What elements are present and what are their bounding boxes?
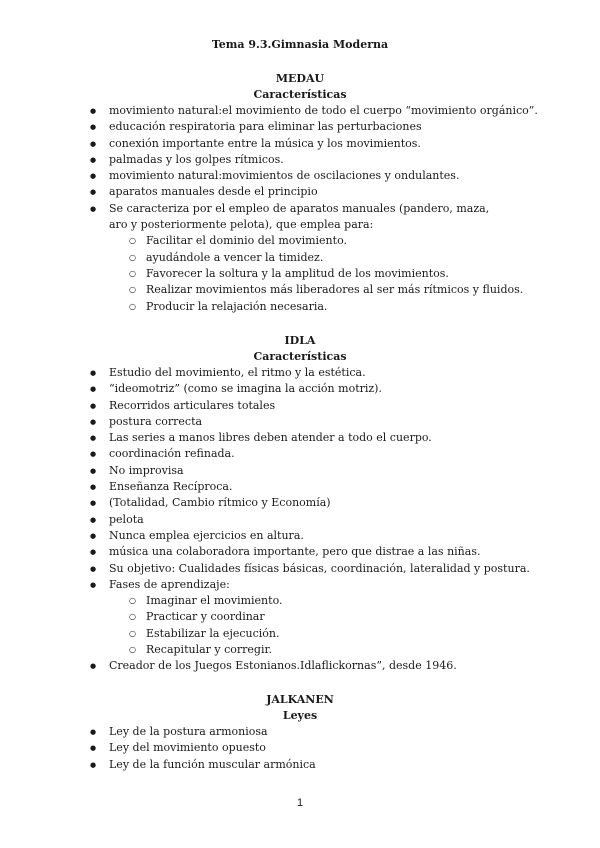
list-item: ● No improvisa xyxy=(0,463,600,479)
list-item: ● Ley del movimiento opuesto xyxy=(0,740,600,756)
list-item: ● Fases de aprendizaje: xyxy=(0,577,600,593)
list-item: ● conexión importante entre la música y los movimientos. xyxy=(0,136,600,152)
list-item: ● aparatos manuales desde el principio xyxy=(0,184,600,200)
medau-list xyxy=(0,103,600,315)
list-item: ● Recorridos articulares totales xyxy=(0,398,600,414)
idla-list xyxy=(0,365,600,675)
section-subheading: Leyes xyxy=(282,709,318,722)
list-item: ● Enseñanza Recíproca. xyxy=(0,479,600,495)
sub-list-item: ○ ayudándole a vencer la timidez. xyxy=(0,250,600,266)
list-item: ● postura correcta xyxy=(0,414,600,430)
list-item: ● Ley de la función muscular armónica xyxy=(0,757,600,773)
list-item: ● Creador de los Juegos Estonianos.Idlaflickornas”, desde 1946. xyxy=(0,658,600,674)
section-heading: MEDAU xyxy=(275,72,325,85)
list-item: ● educación respiratoria para eliminar las perturbaciones xyxy=(0,119,600,135)
list-item: ● Estudio del movimiento, el ritmo y la estética. xyxy=(0,365,600,381)
list-item: ● coordinación refinada. xyxy=(0,446,600,462)
list-item: ● música una colaboradora importante, pero que distrae a las niñas. xyxy=(0,544,600,560)
page-title: Tema 9.3.Gimnasia Moderna xyxy=(211,38,389,51)
list-item: ● pelota xyxy=(0,512,600,528)
sub-list-item: ○ Estabilizar la ejecución. xyxy=(0,626,600,642)
sub-list-item: ○ Recapitular y corregir. xyxy=(0,642,600,658)
list-item: ● palmadas y los golpes rítmicos. xyxy=(0,152,600,168)
list-item: ● “ideomotriz” (como se imagina la acción motriz). xyxy=(0,381,600,397)
section-medau xyxy=(0,71,600,315)
sub-list-item: ○ Favorecer la soltura y la amplitud de los movimientos. xyxy=(0,266,600,282)
list-item: ● Se caracteriza por el empleo de aparatos manuales (pandero, maza, aro y posteriormente pelota), que emplea para: xyxy=(0,201,600,234)
page-number: 1 xyxy=(296,797,304,809)
section-subheading: Características xyxy=(253,350,347,363)
section-idla xyxy=(0,333,600,675)
list-item: ● Las series a manos libres deben atender a todo el cuerpo. xyxy=(0,430,600,446)
sub-list-item: ○ Facilitar el dominio del movimiento. xyxy=(0,233,600,249)
section-subheading: Características xyxy=(253,88,347,101)
section-heading: IDLA xyxy=(284,334,316,347)
sub-list-item: ○ Realizar movimientos más liberadores al ser más rítmicos y fluidos. xyxy=(0,282,600,298)
jalkanen-list xyxy=(0,724,600,773)
list-item: ● (Totalidad, Cambio rítmico y Economía) xyxy=(0,495,600,511)
section-heading: JALKANEN xyxy=(266,693,334,706)
sub-list-item: ○ Imaginar el movimiento. xyxy=(0,593,600,609)
section-jalkanen xyxy=(0,692,600,773)
list-item: ● movimiento natural:el movimiento de todo el cuerpo “movimiento orgánico”. xyxy=(0,103,600,119)
list-item: ● movimiento natural:movimientos de oscilaciones y ondulantes. xyxy=(0,168,600,184)
list-item: ● Nunca emplea ejercicios en altura. xyxy=(0,528,600,544)
list-item: ● Su objetivo: Cualidades físicas básicas, coordinación, lateralidad y postura. xyxy=(0,561,600,577)
sub-list-item: ○ Producir la relajación necesaria. xyxy=(0,299,600,315)
list-item: ● Ley de la postura armoniosa xyxy=(0,724,600,740)
sub-list-item: ○ Practicar y coordinar xyxy=(0,609,600,625)
